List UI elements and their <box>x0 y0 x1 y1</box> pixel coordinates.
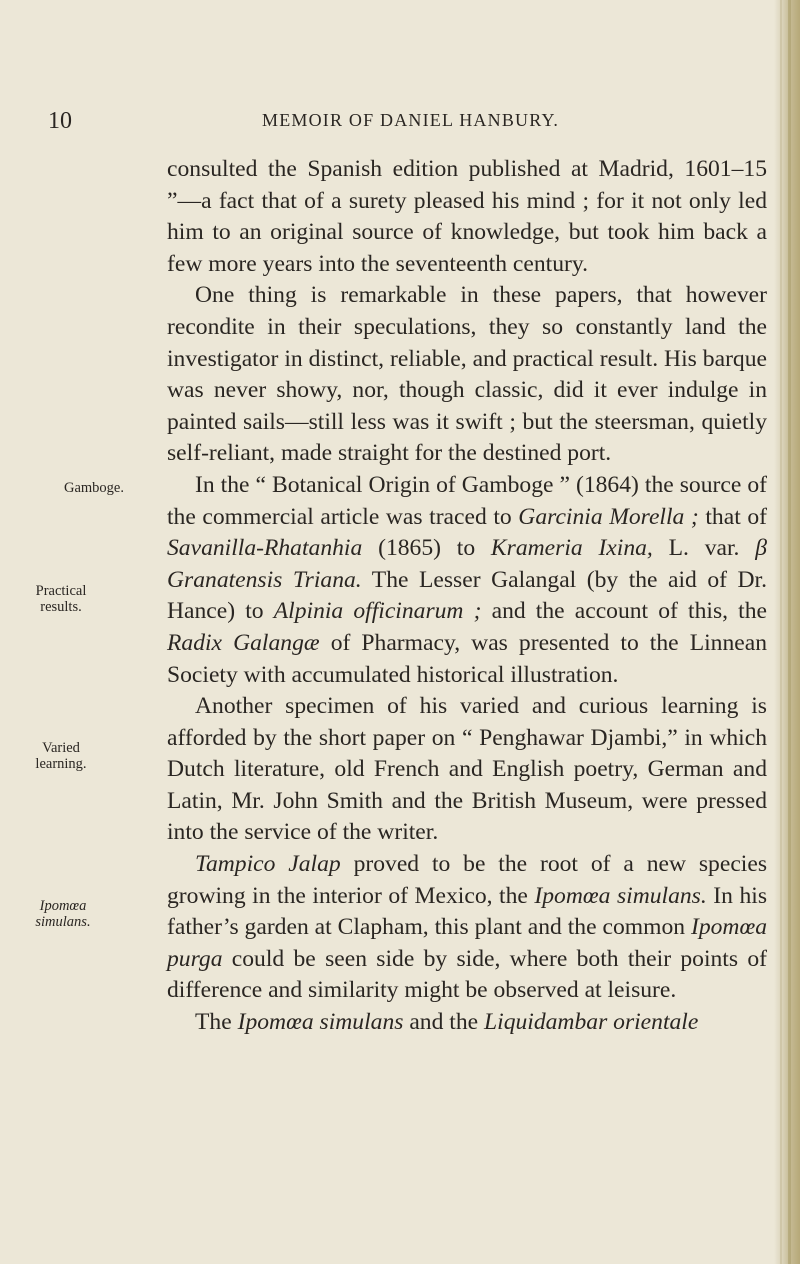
italic-run: Tampico Jalap <box>195 851 341 878</box>
sidenote-text: learning. <box>35 756 87 772</box>
italic-run: Liquidambar orientale <box>484 1009 699 1036</box>
text-run: The Lesser Galangal (by the aid of Dr. Hance) to <box>167 566 768 625</box>
italic-run: β Granatensis Triana. <box>167 535 767 593</box>
italic-run: Ipomœa simulans. <box>534 882 707 909</box>
text-run: L. var. <box>652 535 756 562</box>
sidenote-varied-learning <box>0 740 122 772</box>
sidenote-text: simulans. <box>35 914 91 930</box>
italic-run: Garcinia Morella ; <box>518 503 699 530</box>
sidenote-practical-results <box>0 583 122 615</box>
text-run: could be seen side by side, where both their points of difference and similarity might be observed at leisure. <box>167 945 767 1004</box>
paragraph-3 <box>167 470 767 691</box>
paragraph-1: consulted the Spanish edition published at Madrid, 1601–15 ”—a fact that of a surety pleased his mind ; for it not only led him to an original source of knowledge, but took him back a few more years into the seventeenth century. <box>167 156 767 277</box>
sidenote-text: Varied <box>42 740 80 756</box>
paragraph-2: One thing is remarkable in these papers, that however recondite in their speculations, they so constantly land the investigator in distinct, reliable, and practical result. His barque was never showy, nor, though classic, did it ever indulge in painted sails—still less was it swift ; but the steersman, quietly self-reliant, made straight for the destined port. <box>167 282 767 467</box>
text-run: (1865) to <box>362 535 491 562</box>
text-run: and the <box>403 1009 485 1036</box>
sidenote-ipomoea-simulans <box>0 898 126 930</box>
page-edge <box>774 0 800 1264</box>
text-run: proved to be the root of a new species growing in the interior of Mexico, the <box>167 851 767 909</box>
italic-run: Krameria Ixina, <box>490 535 653 562</box>
text-run: In his father’s garden at Clapham, this plant and the common <box>167 882 768 941</box>
italic-run: Radix Galangæ <box>167 629 320 656</box>
italic-run: Savanilla-Rhatanhia <box>167 535 363 562</box>
paragraph-6 <box>167 1007 767 1039</box>
paragraph-5 <box>167 849 767 1007</box>
text-run: that of <box>698 503 767 530</box>
sidenote-text: Gamboge. <box>64 480 124 496</box>
italic-run: Ipomœa simulans <box>237 1009 404 1036</box>
sidenote-text: Ipomœa <box>39 898 87 914</box>
text-run: In the “ Botanical Origin of Gamboge ” (1864) the source of the commercial article was traced to <box>167 471 767 530</box>
sidenote-gamboge <box>0 480 124 496</box>
text-run: of Pharmacy, was presented to the Linnean Society with accumulated historical illustration. <box>167 629 767 688</box>
text-run: and the account of this, the <box>481 598 767 625</box>
page-number: 10 <box>48 108 72 134</box>
text-run: The <box>195 1009 238 1036</box>
running-head: MEMOIR OF DANIEL HANBURY. <box>262 110 560 130</box>
sidenote-text: Practical <box>35 583 87 599</box>
italic-run: Alpinia officinarum ; <box>273 598 482 625</box>
sidenote-text: results. <box>40 599 82 615</box>
italic-run: Ipomœa purga <box>167 914 767 972</box>
page-header <box>0 108 780 138</box>
body-text <box>167 154 767 1039</box>
paragraph-4: Another specimen of his varied and curious learning is afforded by the short paper on “ Penghawar Djambi,” in which Dutch literature, old French and English poetry, German and Latin, Mr. John Smith and the British Museum, were pressed into the service of the writer. <box>167 693 767 846</box>
